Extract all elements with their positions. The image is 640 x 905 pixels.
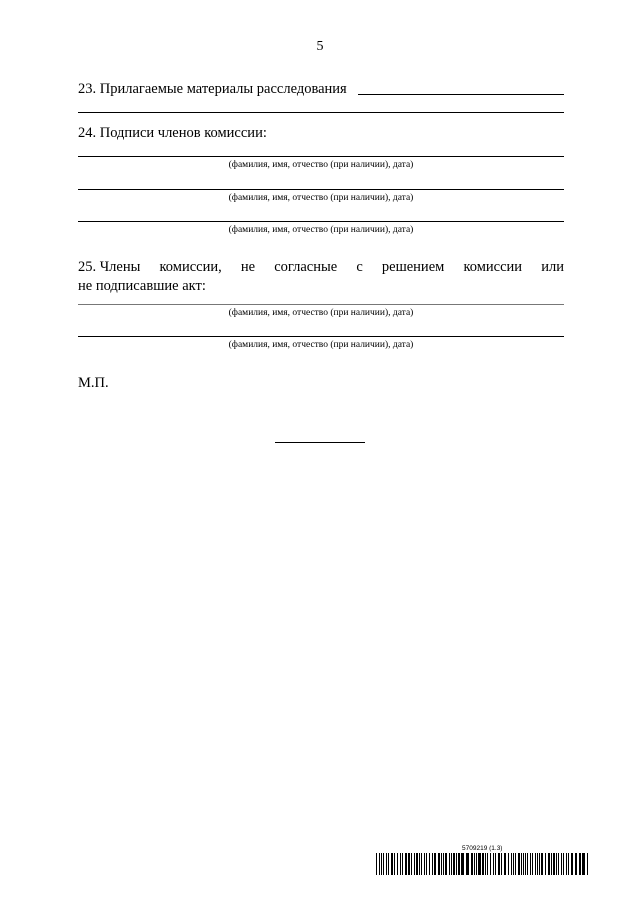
barcode-bar: [419, 853, 420, 875]
barcode-bar: [383, 853, 384, 875]
barcode-bar: [391, 853, 393, 875]
barcode-bar: [561, 853, 562, 875]
barcode-bar: [515, 853, 516, 875]
barcode-bar: [487, 853, 488, 875]
barcode-bar: [386, 853, 387, 875]
item-25-word: не: [240, 259, 256, 275]
signature-line-2: [78, 189, 564, 190]
barcode-bar: [537, 853, 538, 875]
barcode-bar: [400, 853, 401, 875]
barcode-bar: [545, 853, 546, 875]
barcode-bar: [495, 853, 496, 875]
barcode-bar: [558, 853, 559, 875]
barcode-bar: [501, 853, 502, 875]
page-number: 5: [316, 39, 324, 54]
barcode-bar: [456, 853, 457, 875]
signature-caption-2: (фамилия, имя, отчество (при наличии), дата): [228, 193, 414, 203]
barcode-bar: [443, 853, 444, 875]
barcode-bar: [527, 853, 528, 875]
barcode-bar: [587, 853, 588, 875]
barcode-image: [376, 853, 590, 875]
barcode-bar: [445, 853, 447, 875]
barcode-bar: [453, 853, 455, 875]
barcode-bar: [441, 853, 442, 875]
item-24-label: 24. Подписи членов комиссии:: [78, 125, 267, 141]
item-25-word: или: [541, 259, 564, 275]
barcode-bar: [571, 853, 573, 875]
item-25-word: комиссии,: [159, 259, 222, 275]
barcode-bar: [579, 853, 581, 875]
barcode-bar: [493, 853, 494, 875]
barcode-bar: [394, 853, 395, 875]
barcode-bar: [568, 853, 569, 875]
barcode-bar: [438, 853, 440, 875]
item-25-word: с: [356, 259, 363, 275]
barcode-bar: [451, 853, 452, 875]
barcode-bar: [429, 853, 430, 875]
barcode-bar: [511, 853, 512, 875]
barcode-bar: [424, 853, 425, 875]
barcode-bar: [563, 853, 564, 875]
dissent-signature-line-2: [78, 336, 564, 337]
barcode-bar: [411, 853, 412, 875]
barcode-bar: [405, 853, 407, 875]
barcode-bar: [513, 853, 514, 875]
barcode-bar: [478, 853, 481, 875]
end-separator: [275, 442, 365, 443]
barcode-bar: [426, 853, 427, 875]
barcode-bar: [575, 853, 577, 875]
barcode-bar: [408, 853, 410, 875]
item-25-word: решением: [381, 259, 445, 275]
barcode-bar: [532, 853, 533, 875]
barcode-bar: [449, 853, 450, 875]
barcode-bar: [416, 853, 418, 875]
barcode-bar: [476, 853, 477, 875]
signature-line-3: [78, 221, 564, 222]
barcode-bar: [432, 853, 433, 875]
barcode-number: 5709219 (1.3): [462, 845, 503, 852]
barcode-bar: [414, 853, 415, 875]
signature-line-1: [78, 156, 564, 157]
barcode-bar: [381, 853, 382, 875]
signature-caption-3: (фамилия, имя, отчество (при наличии), дата): [228, 225, 414, 235]
item-25-word: согласные: [274, 259, 338, 275]
item-23-fill-line-2: [78, 112, 564, 113]
barcode-bar: [521, 853, 522, 875]
barcode-bar: [551, 853, 552, 875]
barcode-bar: [530, 853, 531, 875]
dissent-caption-2: (фамилия, имя, отчество (при наличии), дата): [228, 340, 414, 350]
barcode-bar: [541, 853, 543, 875]
barcode-bar: [402, 853, 403, 875]
barcode-bar: [582, 853, 585, 875]
barcode-bar: [379, 853, 380, 875]
barcode-bar: [388, 853, 389, 875]
barcode-bar: [482, 853, 484, 875]
barcode-bar: [485, 853, 486, 875]
barcode-bar: [466, 853, 469, 875]
item-25-word: комиссии: [463, 259, 523, 275]
barcode-bar: [535, 853, 536, 875]
barcode-bar: [518, 853, 520, 875]
dissent-signature-line-1: [78, 304, 564, 305]
barcode-bar: [504, 853, 506, 875]
item-25-word: 25. Члены: [78, 259, 141, 275]
barcode-bar: [566, 853, 567, 875]
barcode-bar: [498, 853, 500, 875]
barcode-bar: [525, 853, 526, 875]
item-23-label: 23. Прилагаемые материалы расследования: [78, 81, 347, 97]
barcode-bar: [523, 853, 524, 875]
barcode-bar: [539, 853, 540, 875]
item-23-fill-line: [358, 94, 564, 95]
item-25-line-1: [78, 258, 564, 276]
barcode-bar: [434, 853, 436, 875]
barcode-bar: [397, 853, 398, 875]
barcode-bar: [508, 853, 509, 875]
barcode-bar: [474, 853, 475, 875]
barcode-bar: [458, 853, 460, 875]
barcode-bar: [461, 853, 464, 875]
barcode-bar: [548, 853, 550, 875]
barcode-bar: [556, 853, 557, 875]
barcode-bar: [490, 853, 491, 875]
barcode-bar: [376, 853, 377, 875]
stamp-place-label: М.П.: [78, 375, 109, 391]
barcode-bar: [553, 853, 555, 875]
barcode-bar: [471, 853, 473, 875]
barcode-bar: [421, 853, 422, 875]
signature-caption-1: (фамилия, имя, отчество (при наличии), дата): [228, 160, 414, 170]
dissent-caption-1: (фамилия, имя, отчество (при наличии), дата): [228, 308, 414, 318]
item-25-line-2: не подписавшие акт:: [78, 278, 206, 294]
